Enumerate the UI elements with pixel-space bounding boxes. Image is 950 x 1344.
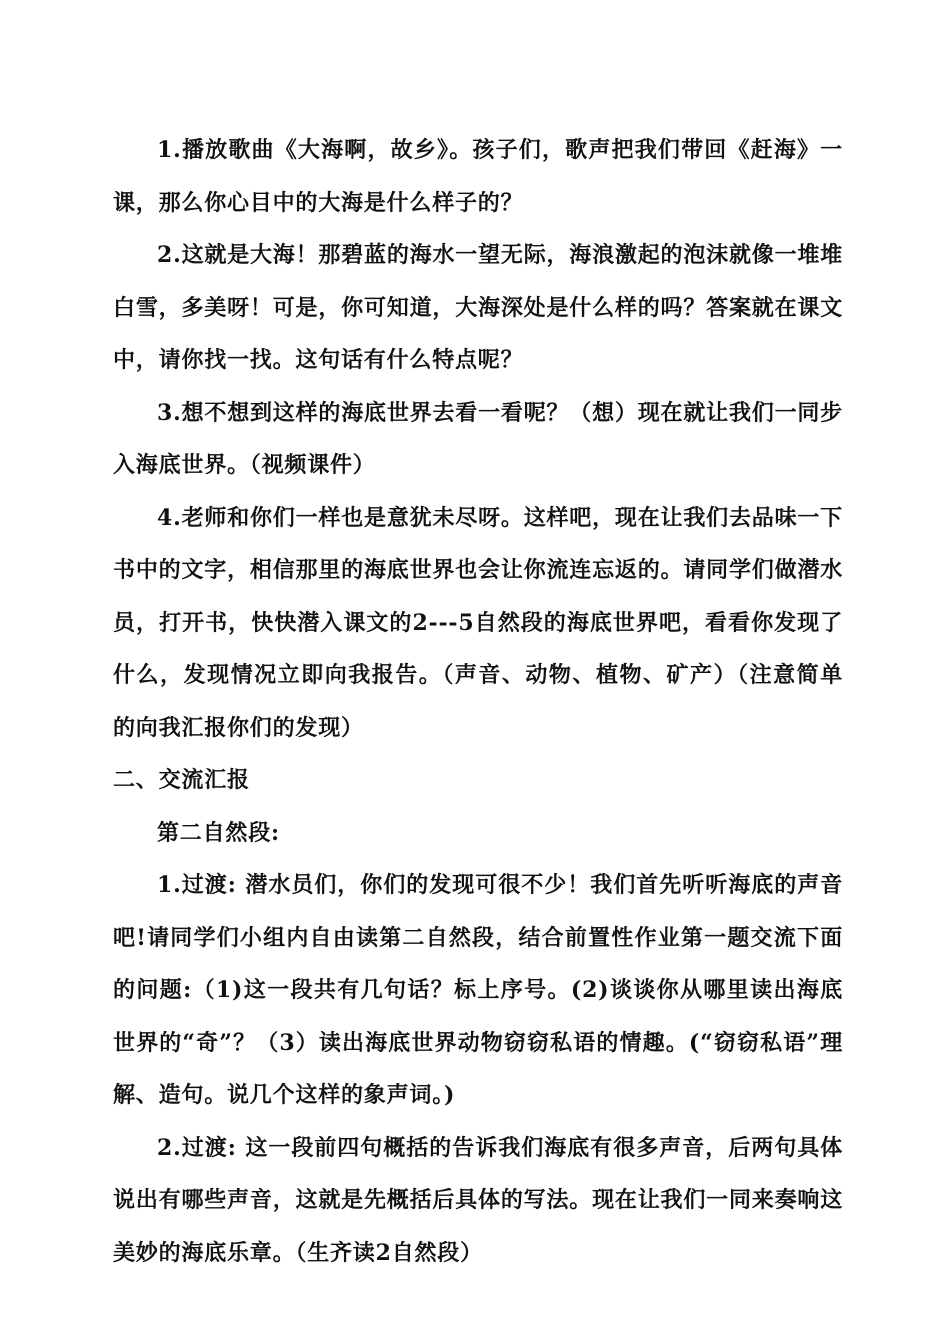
paragraph-2: 2.这就是大海！那碧蓝的海水一望无际，海浪激起的泡沫就像一堆堆白雪，多美呀！可是，你可知道，大海深处是什么样的吗？答案就在课文中，请你找一找。这句话有什么特点呢？ — [113, 242, 843, 373]
sub-heading: 第二自然段: — [157, 819, 280, 846]
paragraph-6: 2.过渡: 这一段前四句概括的告诉我们海底有很多声音，后两句具体说出有哪些声音，这就是先概括后具体的写法。现在让我们一同来奏响这美妙的海底乐章。（生齐读2自然段） — [113, 1134, 843, 1266]
paragraph-5: 1.过渡: 潜水员们，你们的发现可很不少！我们首先听听海底的声音吧!请同学们小组内自由读第二自然段，结合前置性作业第一题交流下面的问题:（1)这一段共有几句话？标上序号。(2)谈谈你从哪里读出海底世界的“奇”？（3）读出海底世界动物窃窃私语的情趣。(“窃窃私语”理解、造句。说几个这样的象声词。) — [113, 872, 843, 1108]
paragraph-4: 4.老师和你们一样也是意犹未尽呀。这样吧，现在让我们去品味一下书中的文字，相信那里的海底世界也会让你流连忘返的。请同学们做潜水员，打开书，快快潜入课文的2---5自然段的海底世界吧，看看你发现了什么，发现情况立即向我报告。（声音、动物、植物、矿产）（注意简单的向我汇报你们的发现） — [113, 504, 843, 741]
section-heading: 二、交流汇报 — [113, 767, 250, 793]
document-body — [113, 124, 843, 1279]
paragraph-3: 3.想不想到这样的海底世界去看一看呢？（想）现在就让我们一同步入海底世界。（视频课件） — [113, 399, 843, 478]
paragraph-1: 1.播放歌曲《大海啊，故乡》。孩子们，歌声把我们带回《赶海》一课，那么你心目中的大海是什么样子的？ — [113, 137, 843, 216]
